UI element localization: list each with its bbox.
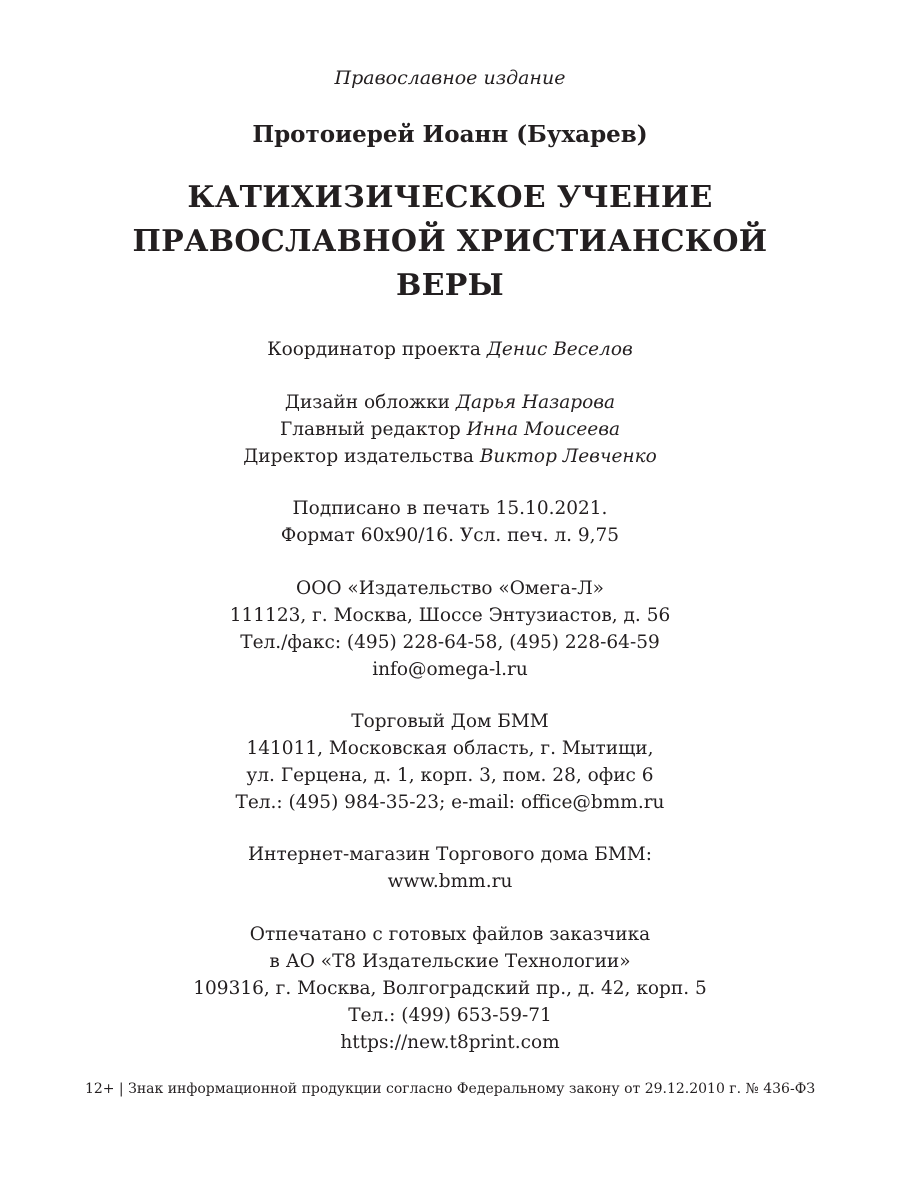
coordinator-credit — [0, 336, 900, 363]
credit-role: Директор издательства — [243, 446, 474, 467]
credit-name: Инна Моисеева — [466, 419, 621, 440]
publisher-line: ООО «Издательство «Омега-Л» — [296, 578, 604, 599]
printer-line: Тел.: (499) 653-59-71 — [348, 1005, 552, 1026]
printer-info — [0, 921, 900, 1056]
credit-role: Главный редактор — [279, 419, 461, 440]
credit-name: Виктор Левченко — [479, 446, 657, 467]
online-shop-url: www.bmm.ru — [387, 871, 513, 892]
trade-house-line: 141011, Московская область, г. Мытищи, — [246, 738, 654, 759]
title-line: КАТИХИЗИЧЕСКОЕ УЧЕНИЕ — [187, 180, 713, 215]
print-info-line: Подписано в печать 15.10.2021. — [292, 498, 608, 519]
trade-house-info — [0, 708, 900, 816]
edition-label: Православное издание — [334, 67, 566, 89]
title-line: ВЕРЫ — [395, 268, 505, 303]
trade-house-line: Тел.: (495) 984-35-23; e-mail: office@bmm.ru — [235, 792, 665, 813]
publisher-line: Тел./факс: (495) 228-64-58, (495) 228-64-59 — [240, 632, 660, 653]
printer-line: в АО «Т8 Издательские Технологии» — [269, 951, 631, 972]
print-info-line: Формат 60х90/16. Усл. печ. л. 9,75 — [280, 525, 620, 546]
credit-name: Дарья Назарова — [455, 392, 616, 413]
credit-role: Координатор проекта — [267, 339, 481, 360]
staff-credits — [0, 389, 900, 470]
credit-role: Дизайн обложки — [284, 392, 451, 413]
credit-name: Денис Веселов — [486, 339, 633, 360]
publisher-info — [0, 575, 900, 683]
publisher-email: info@omega-l.ru — [372, 659, 528, 680]
trade-house-line: Торговый Дом БММ — [351, 711, 549, 732]
print-info — [0, 495, 900, 549]
age-rating-footer: 12+ | Знак информационной продукции согласно Федеральному закону от 29.12.2010 г. № 436-ФЗ — [84, 1081, 816, 1097]
publisher-line: 111123, г. Москва, Шоссе Энтузиастов, д. 56 — [229, 605, 671, 626]
printer-line: Отпечатано с готовых файлов заказчика — [249, 924, 651, 945]
online-shop-line: Интернет-магазин Торгового дома БММ: — [248, 844, 652, 865]
author-name: Протоиерей Иоанн (Бухарев) — [252, 121, 648, 148]
online-shop-info — [0, 841, 900, 895]
book-title — [0, 176, 900, 308]
printer-line: 109316, г. Москва, Волгоградский пр., д. 42, корп. 5 — [193, 978, 707, 999]
trade-house-line: ул. Герцена, д. 1, корп. 3, пом. 28, офис 6 — [246, 765, 654, 786]
printer-url: https://new.t8print.com — [340, 1032, 560, 1053]
title-line: ПРАВОСЛАВНОЙ ХРИСТИАНСКОЙ — [132, 224, 768, 259]
